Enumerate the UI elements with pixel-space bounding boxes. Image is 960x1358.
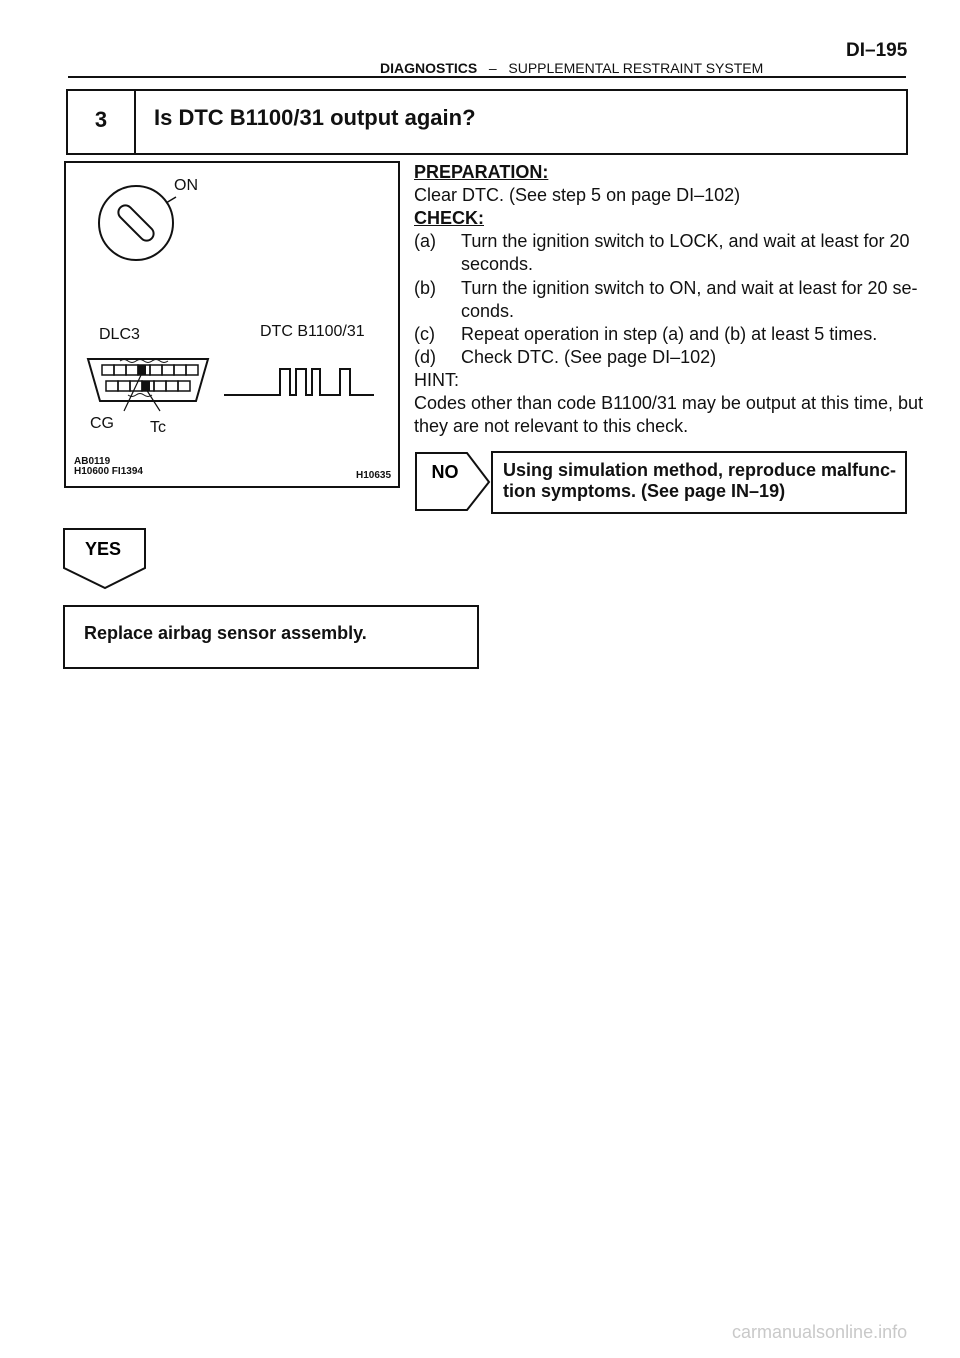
preparation-heading: PREPARATION: — [414, 162, 549, 182]
section-title-bold: DIAGNOSTICS — [380, 60, 478, 76]
diagnostic-figure — [64, 161, 400, 488]
check-item-text: Check DTC. (See page DI–102) — [461, 347, 717, 367]
step-box — [66, 89, 908, 155]
cg-terminal-label: CG — [90, 415, 114, 432]
no-branch-text — [503, 460, 899, 502]
check-item-text: conds. — [461, 301, 515, 321]
check-item-label: (d) — [414, 347, 436, 367]
section-title — [380, 60, 763, 76]
check-item-label: (b) — [414, 278, 436, 298]
step-question: Is DTC B1100/31 output again? — [154, 105, 476, 130]
section-title-dash: – — [488, 60, 497, 76]
no-branch-arrow — [415, 452, 491, 512]
page-number: DI–195 — [846, 40, 908, 61]
check-heading: CHECK: — [414, 208, 484, 228]
yes-branch-arrow — [63, 528, 147, 590]
figure-ref-code: AB0119 — [74, 456, 111, 467]
hint-heading: HINT: — [414, 370, 459, 390]
step-number: 3 — [68, 91, 136, 153]
section-title-rest: SUPPLEMENTAL RESTRAINT SYSTEM — [508, 60, 764, 76]
no-branch-box — [491, 451, 907, 514]
figure-ref-code: H10600 FI1394 — [74, 466, 143, 477]
yes-branch-label: YES — [84, 539, 122, 559]
watermark: carmanualsonline.info — [732, 1322, 908, 1342]
dtc-code-label: DTC B1100/31 — [260, 323, 365, 340]
check-item-label: (a) — [414, 231, 436, 251]
check-item-text: seconds. — [461, 254, 534, 274]
hint-text: Codes other than code B1100/31 may be output at this time, but — [414, 393, 923, 413]
figure-ref-code: H10635 — [356, 470, 392, 481]
no-branch-line: Using simulation method, reproduce malfunc- — [503, 460, 897, 480]
hint-text: they are not relevant to this check. — [414, 416, 689, 436]
check-item-text: Turn the ignition switch to ON, and wait at least for 20 se- — [461, 278, 918, 298]
dtc-pulse-waveform-icon — [224, 363, 384, 403]
no-branch-line: tion symptoms. (See page IN–19) — [503, 481, 786, 501]
no-branch-label: NO — [431, 462, 459, 482]
check-item-label: (c) — [414, 324, 435, 344]
ignition-on-label: ON — [174, 177, 198, 194]
preparation-text: Clear DTC. (See step 5 on page DI–102) — [414, 185, 741, 205]
tc-terminal-label: Tc — [150, 419, 166, 436]
ignition-switch-icon — [78, 175, 178, 265]
check-item-text: Repeat operation in step (a) and (b) at least 5 times. — [461, 324, 878, 344]
header-rule — [68, 76, 906, 78]
check-item-text: Turn the ignition switch to LOCK, and wait at least for 20 — [461, 231, 910, 251]
yes-action-text: Replace airbag sensor assembly. — [84, 623, 367, 643]
yes-action-box — [63, 605, 479, 669]
dlc3-label: DLC3 — [99, 326, 140, 343]
dlc3-connector-icon — [84, 353, 214, 413]
